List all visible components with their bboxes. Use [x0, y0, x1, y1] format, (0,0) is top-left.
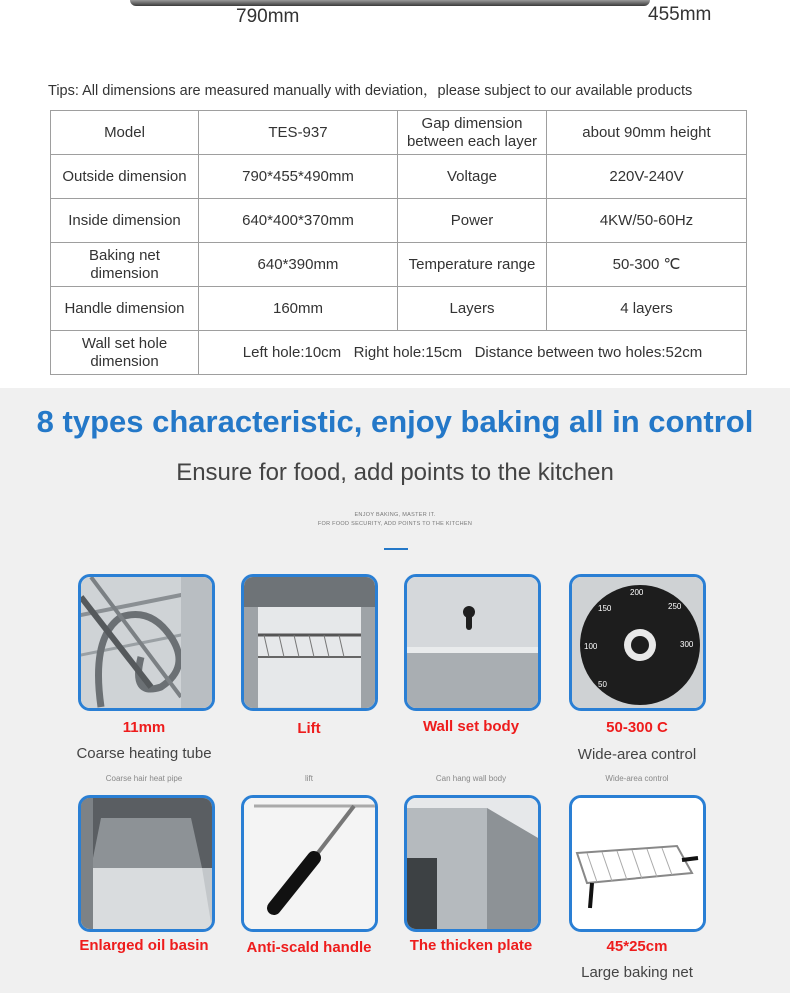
- spec-key: Baking net dimension: [51, 243, 199, 287]
- spec-value: 4KW/50-60Hz: [547, 199, 747, 243]
- table-row: [51, 331, 747, 375]
- tiny-tagline: ENJOY BAKING, MASTER IT.: [354, 512, 436, 518]
- feature-title: Wall set body: [422, 718, 520, 735]
- feature-title: The thicken plate: [409, 937, 533, 954]
- spec-section: [0, 0, 790, 388]
- keyhole-icon: [407, 577, 538, 708]
- feature-image-heating-tube: [78, 574, 215, 711]
- feature-image-handle: [241, 795, 378, 932]
- spec-value: 160mm: [199, 287, 398, 331]
- baking-net-icon: [572, 798, 703, 929]
- feature-caption: Wide-area control: [605, 774, 669, 783]
- spec-key: Outside dimension: [51, 155, 199, 199]
- feature-subtitle: Coarse heating tube: [76, 745, 212, 762]
- feature-caption: Can hang wall body: [435, 774, 507, 783]
- oil-basin-icon: [81, 798, 212, 929]
- depth-dimension: 455mm: [648, 4, 712, 25]
- spec-key: Layers: [398, 287, 547, 331]
- spec-key: Voltage: [398, 155, 547, 199]
- dial-mark-150: 150: [598, 604, 612, 613]
- spec-key: Model: [51, 111, 199, 155]
- feature-title: Lift: [297, 720, 321, 737]
- dial-mark-100: 100: [584, 642, 598, 651]
- width-dimension: 790mm: [236, 6, 300, 27]
- spec-value: TES-937: [199, 111, 398, 155]
- feature-image-dial: [569, 574, 706, 711]
- spec-value: 640*400*370mm: [199, 199, 398, 243]
- spec-key: Gap dimension between each layer: [398, 111, 547, 155]
- feature-image-lift: [241, 574, 378, 711]
- table-row: [51, 243, 747, 287]
- tiny-tagline: FOR FOOD SECURITY, ADD POINTS TO THE KITCHEN: [317, 521, 473, 527]
- feature-caption: Coarse hair heat pipe: [105, 774, 183, 783]
- feature-image-oil-basin: [78, 795, 215, 932]
- tips-note: Tips: All dimensions are measured manually with deviation，please subject to our available products: [48, 83, 693, 99]
- table-row: [51, 287, 747, 331]
- spec-table: [50, 110, 747, 375]
- spec-key: Handle dimension: [51, 287, 199, 331]
- section-subtitle: Ensure for food, add points to the kitchen: [176, 459, 614, 486]
- feature-title: 45*25cm: [606, 938, 668, 955]
- dial-mark-300: 300: [680, 640, 694, 649]
- dial-mark-250: 250: [668, 602, 682, 611]
- heating-tube-icon: [81, 577, 212, 708]
- accent-divider: [384, 548, 408, 550]
- feature-title: 11mm: [122, 719, 166, 736]
- feature-title: Enlarged oil basin: [79, 937, 209, 954]
- handle-icon: [244, 798, 375, 929]
- dial-mark-50: 50: [598, 680, 607, 689]
- spec-value: about 90mm height: [547, 111, 747, 155]
- feature-title: 50-300 C: [606, 719, 668, 736]
- plate-icon: [407, 798, 538, 929]
- table-row: [51, 111, 747, 155]
- spec-key: Wall set hole dimension: [51, 331, 199, 375]
- feature-image-plate: [404, 795, 541, 932]
- spec-key: Temperature range: [398, 243, 547, 287]
- spec-key: Power: [398, 199, 547, 243]
- table-row: [51, 199, 747, 243]
- spec-value: 640*390mm: [199, 243, 398, 287]
- feature-title: Anti-scald handle: [246, 939, 372, 956]
- product-bottom-edge: [130, 0, 650, 6]
- section-title: 8 types characteristic, enjoy baking all in control: [36, 404, 754, 439]
- feature-subtitle: Wide-area control: [577, 746, 697, 763]
- oven-rack-icon: [244, 577, 375, 708]
- spec-value: Left hole:10cm Right hole:15cm Distance between two holes:52cm: [199, 331, 747, 375]
- feature-caption: lift: [305, 774, 313, 783]
- feature-subtitle: Large baking net: [581, 964, 693, 981]
- dial-mark-200: 200: [630, 588, 644, 597]
- table-row: [51, 155, 747, 199]
- feature-image-baking-net: [569, 795, 706, 932]
- thermostat-dial-icon: [572, 577, 703, 708]
- spec-key: Inside dimension: [51, 199, 199, 243]
- spec-value: 50-300 ℃: [547, 243, 747, 287]
- spec-value: 220V-240V: [547, 155, 747, 199]
- spec-value: 790*455*490mm: [199, 155, 398, 199]
- feature-image-wall-set: [404, 574, 541, 711]
- spec-value: 4 layers: [547, 287, 747, 331]
